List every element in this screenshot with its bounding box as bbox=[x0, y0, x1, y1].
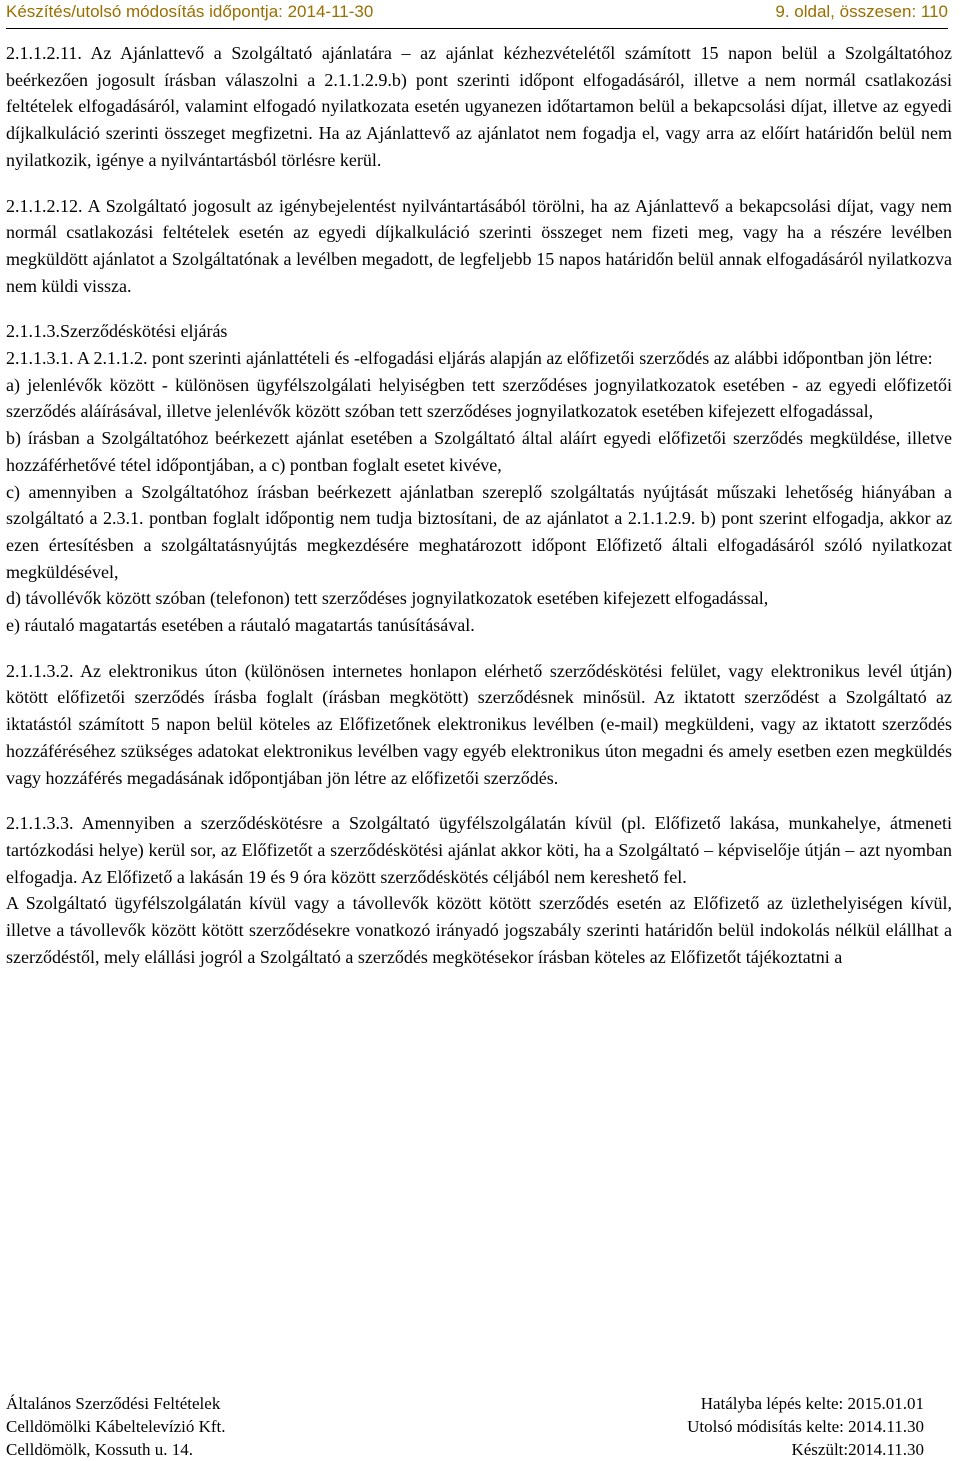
list-item-a: a) jelenlévők között - különösen ügyfélszolgálati helyiségben tett szerződéses jognyilatkozatok esetében - az egyedi előfizetői szerződés aláírásával, illetve jelenlévők között szóban tett szerződéses jognyilatkozatok esetében kifejezett elfogadással, bbox=[6, 374, 952, 422]
paragraph-2-1-1-2-11: 2.1.1.2.11. Az Ajánlattevő a Szolgáltató ajánlatára – az ajánlat kézhezvételétől számított 15 napon belül a Szolgáltatóhoz beérkezően jogosult írásban válaszolni a 2.1.1.2.9.b) pont szerinti időpont elfogadásáról, illetve a nem normál csatlakozási feltételek elfogadásáról, valamint elfogadó nyilatkozata esetén ugyanezen időtartamon belül a bekapcsolási díjat, illetve az egyedi díjkalkuláció szerinti összeget megfizetni. Ha az Ajánlattevő az ajánlatot nem fogadja el, vagy arra az előírt határidőn belül nem nyilatkozik, igénye a nyilvántartásból törlésre kerül. bbox=[6, 43, 952, 170]
footer-modified-date: Utolsó módisítás kelte: 2014.11.30 bbox=[687, 1417, 924, 1436]
list-item-b: b) írásban a Szolgáltatóhoz beérkezett ajánlat esetében a Szolgáltató által aláírt egyedi előfizetői szerződés megküldése, illetve hozzáférhetővé tétel időpontjában, a c) pontban foglalt esetet kivéve, bbox=[6, 428, 952, 475]
page-footer bbox=[6, 1392, 924, 1461]
header-page-number: 9. oldal, összesen: 110 bbox=[775, 2, 948, 21]
paragraph-2-1-1-2-12: 2.1.1.2.12. A Szolgáltató jogosult az igénybejelentést nyilvántartásából törölni, ha az Ajánlattevő a bekapcsolási díjat, vagy nem normál csatlakozási feltételek esetén az egyedi díjkalkuláció szerinti összeget nem fizeti meg, vagy ha a részére levélben megküldött ajánlatot a Szolgáltatónak a levélben megadott, de legfeljebb 15 napos határidőn belül annak elfogadásáról nyilatkozva nem küldi vissza. bbox=[6, 195, 952, 296]
paragraph-withdrawal: A Szolgáltató ügyfélszolgálatán kívül vagy a távollevők között kötött szerződés esetén az Előfizető az üzlethelyiségen kívül, illetve a távollevők között kötött szerződésekre vonatkozó irányadó jogszabály szerinti határidőn belül indokolás nélkül elállhat a szerződéstől, mely elállási jogról a Szolgáltató a szerződés megkötésekor írásban köteles az Előfizetőt tájékoztatni a bbox=[6, 893, 952, 967]
page-header bbox=[6, 2, 948, 29]
footer-effective-date: Hatályba lépés kelte: 2015.01.01 bbox=[700, 1394, 924, 1413]
list-item-d: d) távollévők között szóban (telefonon) tett szerződéses jognyilatkozatok esetében kifejezett elfogadással, bbox=[6, 588, 769, 609]
footer-address: Celldömölk, Kossuth u. 14. bbox=[6, 1440, 194, 1459]
paragraph-2-1-1-3-3: 2.1.1.3.3. Amennyiben a szerződéskötésre a Szolgáltató ügyfélszolgálatán kívül (pl. Előfizető lakása, munkahelye, átmeneti tartózkodási helye) kerül sor, az Előfizetőt a szerződéskötési ajánlat akkor köti, ha a Szolgáltató – képviselője útján – azt nyomban elfogadja. Az Előfizető a lakásán 19 és 9 óra között szerződéskötés céljából nem kereshető fel. bbox=[6, 813, 952, 887]
footer-doc-title: Általános Szerződési Feltételek bbox=[6, 1394, 221, 1413]
footer-company: Celldömölki Kábeltelevízió Kft. bbox=[6, 1417, 226, 1436]
header-timestamp: Készítés/utolsó módosítás időpontja: 2014-11-30 bbox=[6, 2, 374, 21]
list-item-c: c) amennyiben a Szolgáltatóhoz írásban beérkezett ajánlatban szereplő szolgáltatás nyújtását műszaki lehetőség hiányában a szolgáltató a 2.3.1. pontban foglalt időpontig nem tudja biztosítani, de az ajánlatot a 2.1.1.2.9. b) pont szerint elfogadja, akkor az ezen értesítésben a szolgáltatásnyújtás megkezdésére meghatározott időpont Előfizető általi elfogadásáról szóló nyilatkozat megküldésével, bbox=[6, 481, 952, 582]
section-heading-contracting: 2.1.1.3.Szerződéskötési eljárás bbox=[6, 321, 228, 342]
paragraph-2-1-1-3-2: 2.1.1.3.2. Az elektronikus úton (különösen internetes honlapon elérhető szerződéskötési felület, vagy elektronikus levél útján) kötött előfizetői szerződés írásba foglalt (írásban megkötött) szerződésnek minősül. Az iktatott szerződést a Szolgáltató az iktatástól számított 5 napon belül köteles az Előfizetőnek elektronikus levélben (e-mail) megküldeni, vagy az iktatott szerződés hozzáféréséhez szükséges adatokat elektronikus levélben vagy egyéb elektronikus úton megadni és amely esetben ezen megküldés vagy hozzáférés megadásának időpontjában jön létre az előfizetői szerződés. bbox=[6, 660, 952, 788]
footer-created-date: Készült:2014.11.30 bbox=[791, 1440, 924, 1459]
footer-left bbox=[6, 1392, 226, 1461]
paragraph-2-1-1-3-1: 2.1.1.3.1. A 2.1.1.2. pont szerinti ajánlattételi és -elfogadási eljárás alapján az előfizetői szerződés az alábbi időpontban jön létre: bbox=[6, 348, 933, 369]
list-item-e: e) ráutaló magatartás esetében a ráutaló magatartás tanúsításával. bbox=[6, 615, 475, 636]
footer-right bbox=[687, 1392, 924, 1461]
document-body bbox=[6, 40, 952, 971]
